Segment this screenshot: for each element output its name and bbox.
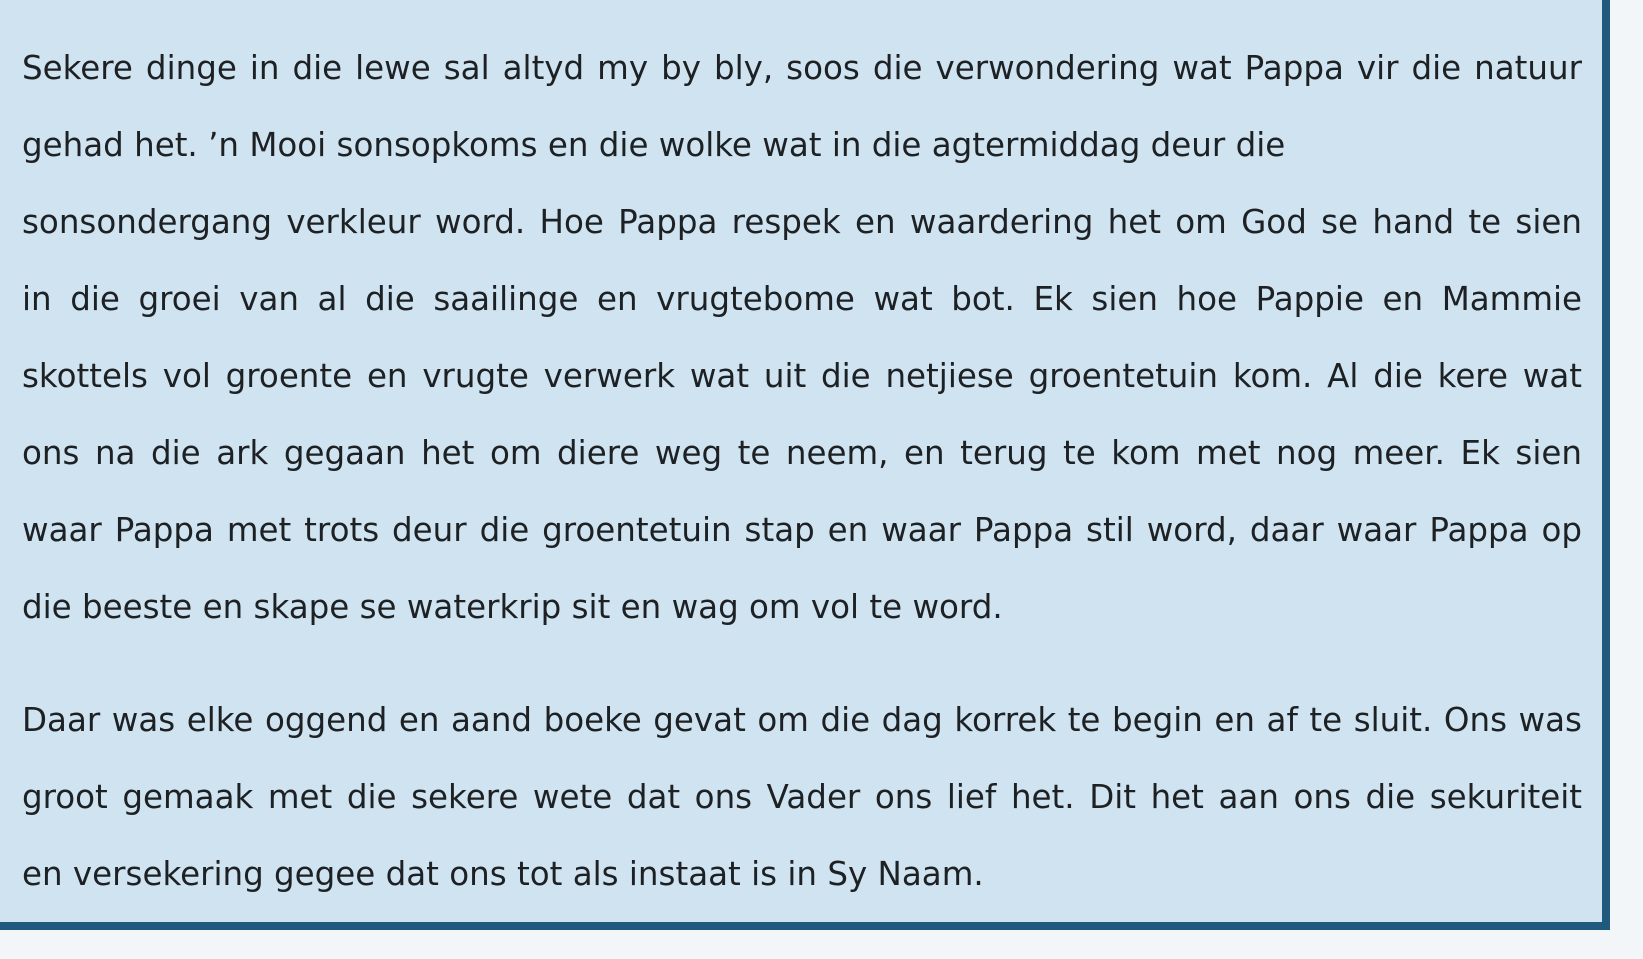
paragraph-line: Daar was elke oggend en aand boeke gevat om die dag korrek te begin en af te sluit. Ons was: [22, 701, 1582, 739]
paragraph-line: ons na die ark gegaan het om diere weg te neem, en terug te kom met nog meer. Ek sien: [22, 434, 1582, 472]
paragraph-line: waar Pappa met trots deur die groentetuin stap en waar Pappa stil word, daar waar Pappa op: [22, 511, 1582, 549]
paragraph-line: Sekere dinge in die lewe sal altyd my by bly, soos die verwondering wat Pappa vir die natuur: [22, 49, 1582, 87]
paragraph-1: [22, 30, 1610, 646]
paragraph-2: [22, 682, 1610, 913]
paragraph-line: in die groei van al die saailinge en vrugtebome wat bot. Ek sien hoe Pappie en Mammie: [22, 280, 1582, 318]
paragraph-line: groot gemaak met die sekere wete dat ons Vader ons lief het. Dit het aan ons die sekuriteit: [22, 778, 1582, 816]
paragraph-line: skottels vol groente en vrugte verwerk wat uit die netjiese groentetuin kom. Al die kere wat: [22, 357, 1582, 395]
paragraph-line: sonsondergang verkleur word. Hoe Pappa respek en waardering het om God se hand te sien: [22, 203, 1582, 241]
paragraph-line: gehad het. ’n Mooi sonsopkoms en die wolke wat in die agtermiddag deur die: [22, 126, 1286, 164]
paragraph-line: die beeste en skape se waterkrip sit en wag om vol te word.: [22, 588, 1003, 626]
paragraph-line: en versekering gegee dat ons tot als instaat is in Sy Naam.: [22, 855, 984, 893]
